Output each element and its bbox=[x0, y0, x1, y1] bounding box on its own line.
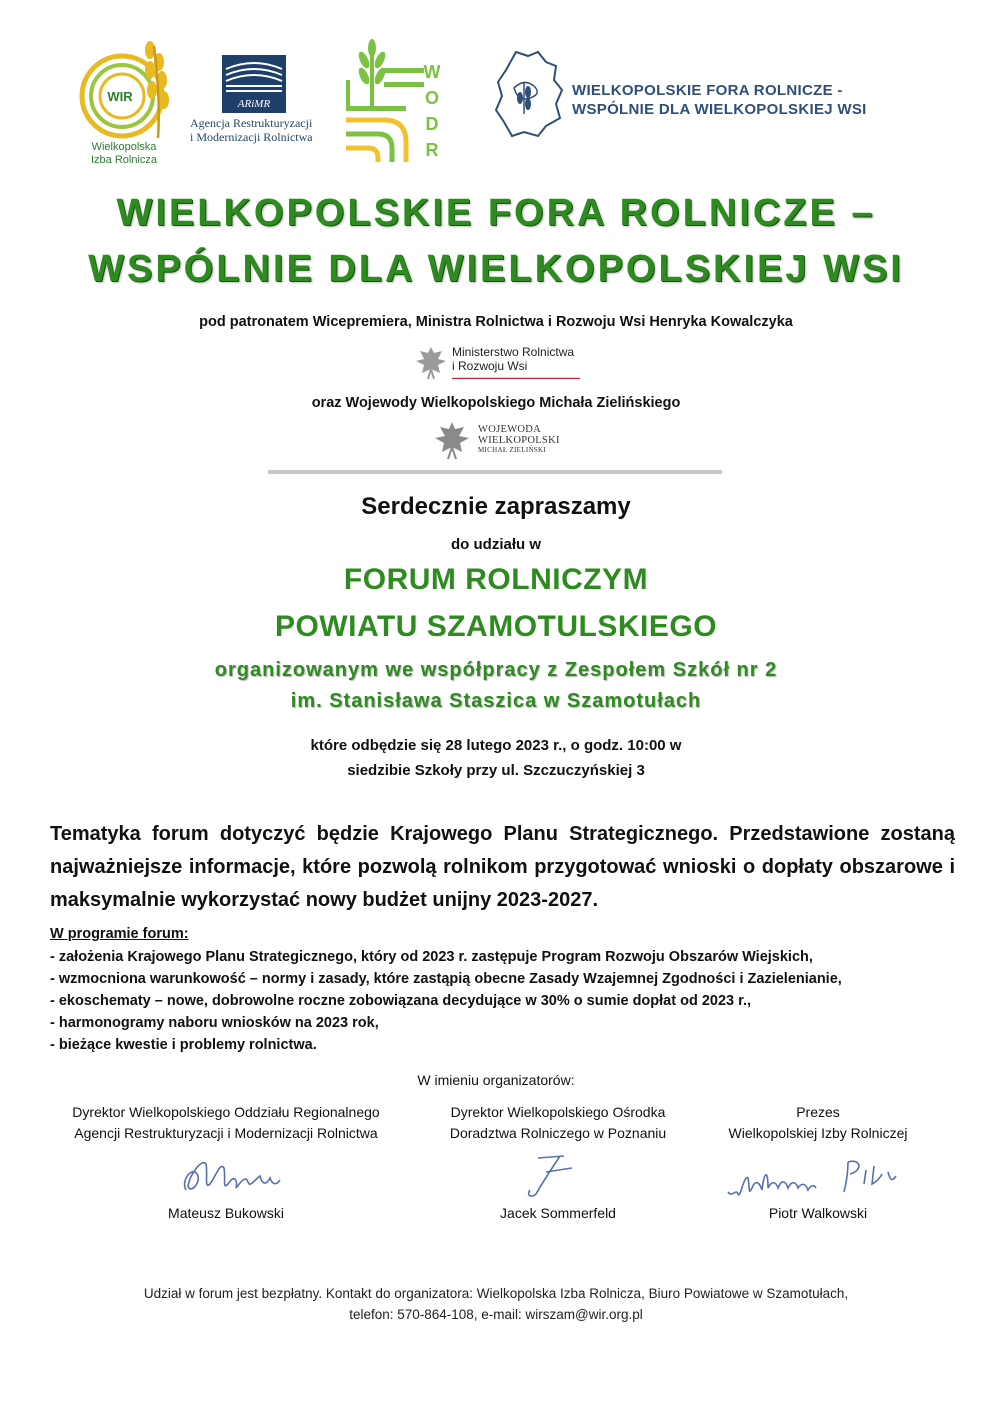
signer-wir-role: Prezes Wielkopolskiej Izby Rolniczej bbox=[728, 1104, 908, 1141]
wodr-emblem-icon bbox=[344, 38, 440, 166]
handwritten-signature-icon bbox=[516, 1150, 586, 1202]
signer-arimr-role: Dyrektor Wielkopolskiego Oddziału Regionalnego Agencji Restrukturyzacji i Modernizacji Rolnictwa bbox=[72, 1104, 380, 1141]
region-map-icon bbox=[494, 48, 566, 140]
signature-bukowski bbox=[176, 1150, 296, 1207]
svg-text:WIR: WIR bbox=[107, 89, 133, 104]
program-item: - bieżące kwestie i problemy rolnictwa. bbox=[50, 1037, 317, 1053]
footer-contact bbox=[0, 1283, 992, 1325]
main-title-line1: WIELKOPOLSKIE FORA ROLNICZE – bbox=[116, 192, 876, 234]
ministry-logo bbox=[414, 343, 575, 386]
wojewoda-logo-text: WOJEWODA WIELKOPOLSKI MICHAŁ ZIELIŃSKI bbox=[478, 424, 560, 454]
forum-logo-text: WIELKOPOLSKIE FORA ROLNICZE - WSPÓLNIE DLA WIELKOPOLSKIEJ WSI bbox=[572, 82, 867, 118]
wodr-logo bbox=[344, 38, 440, 171]
flag-stripe bbox=[452, 377, 580, 379]
cooperation-line2: im. Stanisława Staszica w Szamotułach bbox=[290, 690, 702, 712]
svg-text:W: W bbox=[423, 62, 440, 82]
event-venue-line: siedzibie Szkoły przy ul. Szczuczyńskiej 3 bbox=[347, 762, 645, 779]
svg-text:ARiMR: ARiMR bbox=[237, 98, 271, 110]
svg-text:O: O bbox=[424, 88, 440, 108]
signature-walkowski bbox=[724, 1148, 914, 1207]
cooperation-line1: organizowanym we współpracy z Zespołem Szkół nr 2 bbox=[214, 659, 778, 681]
eagle-emblem-icon bbox=[432, 419, 472, 461]
handwritten-signature-icon bbox=[724, 1148, 914, 1202]
signer-wodr-role: Dyrektor Wielkopolskiego Ośrodka Doradztwa Rolniczego w Poznaniu bbox=[449, 1104, 667, 1141]
arimr-caption: Agencja Restrukturyzacji i Modernizacji Rolnictwa bbox=[190, 116, 313, 144]
event-date-line: które odbędzie się 28 lutego 2023 r., o godz. 10:00 w bbox=[310, 737, 682, 754]
arimr-emblem-icon bbox=[222, 55, 286, 113]
patronage-line1: pod patronatem Wicepremiera, Ministra Rolnictwa i Rozwoju Wsi Henryka Kowalczyka bbox=[199, 314, 793, 330]
svg-text:R: R bbox=[425, 140, 439, 160]
invitation-heading: Serdecznie zapraszamy bbox=[361, 493, 631, 520]
wir-caption: Wielkopolska Izba Rolnicza bbox=[90, 141, 158, 166]
signer-name: Piotr Walkowski bbox=[768, 1205, 868, 1221]
wojewoda-logo bbox=[432, 419, 560, 466]
patronage-line2: oraz Wojewody Wielkopolskiego Michała Zielińskiego bbox=[311, 395, 681, 411]
program-heading: W programie forum: bbox=[50, 926, 189, 942]
ministry-logo-text: Ministerstwo Rolnictwa i Rozwoju Wsi bbox=[452, 345, 575, 373]
main-title-line2: WSPÓLNIE DLA WIELKOPOLSKIEJ WSI bbox=[88, 248, 904, 290]
wir-emblem-icon bbox=[74, 38, 184, 143]
program-list bbox=[50, 946, 842, 1056]
section-divider bbox=[268, 470, 722, 474]
signature-sommerfeld bbox=[516, 1150, 586, 1207]
forum-title-line1: FORUM ROLNICZYM bbox=[343, 563, 649, 596]
invitation-sub: do udziału w bbox=[451, 536, 541, 553]
program-item: - ekoschematy – nowe, dobrowolne roczne zobowiązana decydujące w 30% o sumie dopłat od 2023 r., bbox=[50, 993, 752, 1009]
arimr-logo bbox=[222, 55, 286, 118]
program-item: - harmonogramy naboru wniosków na 2023 rok, bbox=[50, 1015, 379, 1031]
program-item: - założenia Krajowego Planu Strategicznego, który od 2023 r. zastępuje Program Rozwoju Obszarów Wiejskich, bbox=[50, 949, 813, 965]
signer-name: Mateusz Bukowski bbox=[168, 1205, 284, 1221]
topic-paragraph: Tematyka forum dotyczyć będzie Krajowego Planu Strategicznego. Przedstawione zostaną najważniejsze informacje, które pozwolą rolnikom przygotować wnioski o dopłaty obszarowe i maksymalnie wykorzystać nowy budżet unijny 2023-2027. bbox=[50, 823, 955, 911]
forum-title-line2: POWIATU SZAMOTULSKIEGO bbox=[274, 610, 718, 643]
footer-line1: Udział w forum jest bezpłatny. Kontakt do organizatora: Wielkopolska Izba Rolnicza, Biuro Powiatowe w Szamotułach, bbox=[143, 1286, 849, 1301]
program-item: - wzmocniona warunkowość – normy i zasady, które zastąpią obecne Zasady Wzajemnej Zgodności i Zazielenianie, bbox=[50, 971, 842, 987]
organizers-heading: W imieniu organizatorów: bbox=[417, 1072, 575, 1088]
svg-text:D: D bbox=[425, 114, 439, 134]
handwritten-signature-icon bbox=[176, 1150, 296, 1202]
signer-name: Jacek Sommerfeld bbox=[500, 1205, 616, 1221]
wielkopolska-map-logo bbox=[494, 48, 566, 145]
footer-line2: telefon: 570-864-108, e-mail: wirszam@wir.org.pl bbox=[349, 1307, 643, 1322]
eagle-emblem-icon bbox=[414, 343, 448, 381]
